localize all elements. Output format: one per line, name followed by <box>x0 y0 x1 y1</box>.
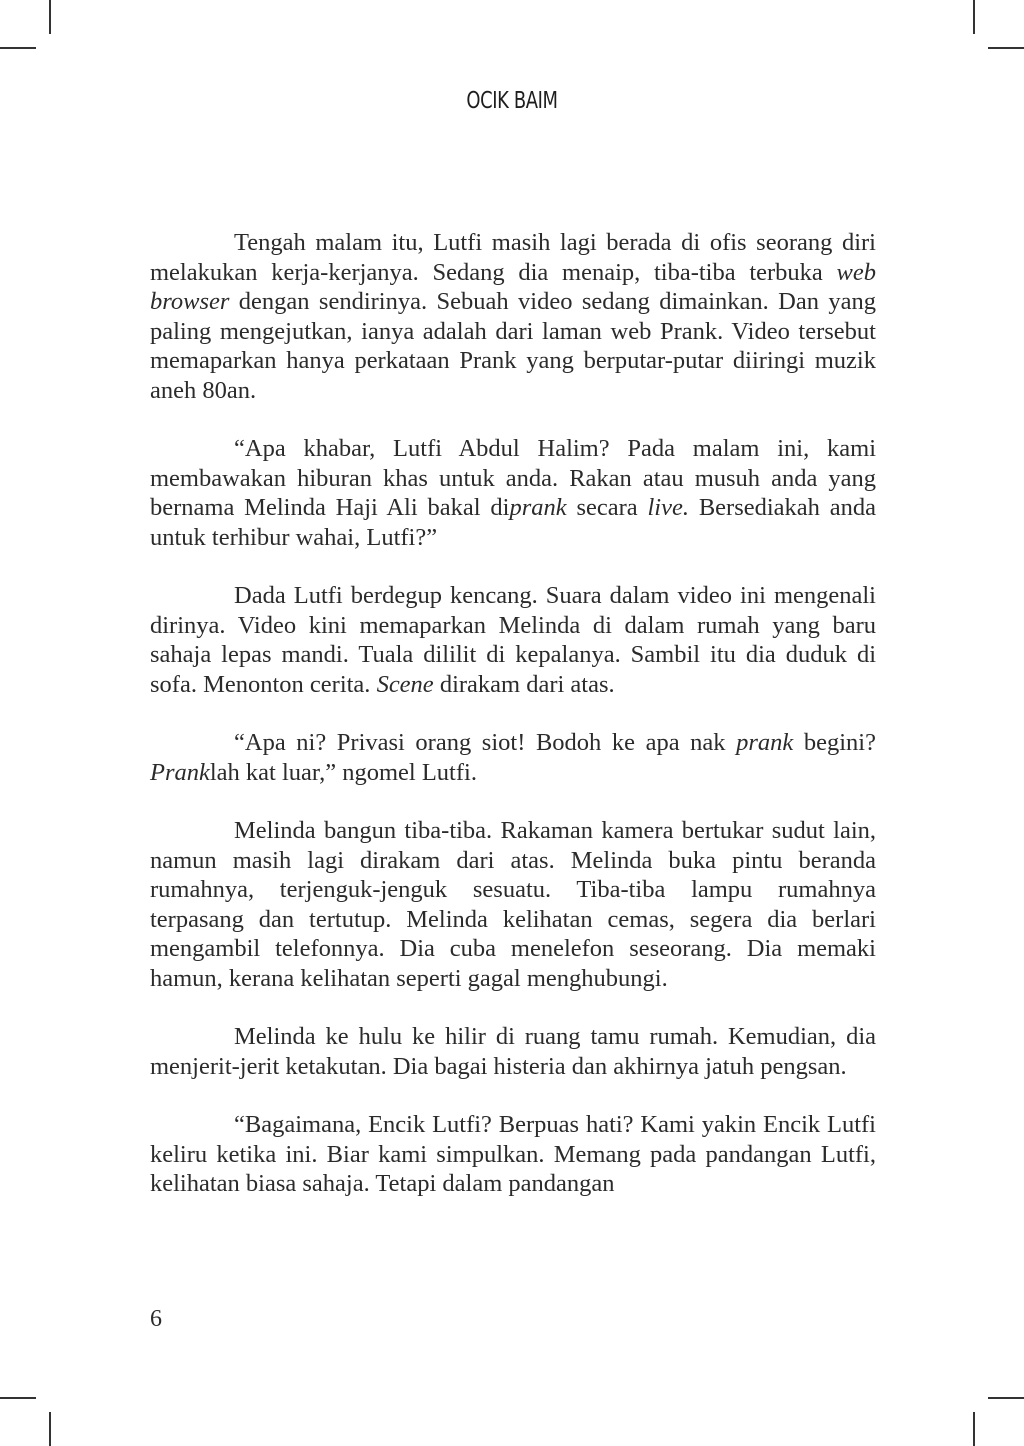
italic-run: live. <box>647 494 689 521</box>
text-run: Tengah malam itu, Lutfi masih lagi berada di ofis seorang diri melakukan kerja-kerjanya. Sedang dia menaip, tiba-tiba terbuka <box>150 229 876 286</box>
crop-mark-bottom-left-horizontal <box>0 1397 36 1399</box>
paragraph-2 <box>150 434 876 552</box>
paragraph-5 <box>150 816 876 993</box>
crop-mark-top-right-vertical <box>973 0 975 34</box>
italic-run: Scene <box>376 670 434 698</box>
italic-run: prank <box>736 729 794 756</box>
running-header: OCIK BAIM <box>466 88 558 114</box>
text-run: Bersediakah anda untuk terhibur wahai, Lutfi?” <box>150 494 876 551</box>
text-run: begini? <box>793 729 876 756</box>
page-number: 6 <box>150 1306 162 1332</box>
text-run: “Bagaimana, Encik Lutfi? Berpuas hati? Kami yakin Encik Lutfi keliru ketika ini. Biar kami simpulkan. Memang pada pandangan Lutfi, kelihatan biasa sahaja. Tetapi dalam pandangan <box>150 1111 876 1197</box>
text-run: dirakam dari atas. <box>433 670 615 698</box>
text-run: lah kat luar,” ngomel Lutfi. <box>209 758 477 786</box>
italic-run: prank <box>509 494 567 521</box>
paragraph-1 <box>150 228 876 405</box>
paragraph-7 <box>150 1110 876 1199</box>
crop-mark-bottom-right-horizontal <box>988 1397 1024 1399</box>
crop-mark-top-left-horizontal <box>0 47 36 49</box>
crop-mark-bottom-left-vertical <box>49 1412 51 1446</box>
paragraph-6 <box>150 1022 876 1081</box>
crop-mark-top-left-vertical <box>49 0 51 34</box>
text-run: Melinda bangun tiba-tiba. Rakaman kamera bertukar sudut lain, namun masih lagi dirakam dari atas. Melinda buka pintu beranda rumahnya, terjenguk-jenguk sesuatu. Tiba-tiba lampu rumahnya terpasang dan tertutup. Melinda kelihatan cemas, segera dia berlari mengambil telefonnya. Dia cuba menelefon seseorang. Dia memaki hamun, kerana kelihatan seperti gagal menghubungi. <box>150 817 876 992</box>
paragraph-3 <box>150 581 876 699</box>
text-run: “Apa khabar, Lutfi Abdul Halim? Pada malam ini, kami membawakan hiburan khas untuk anda. Rakan atau musuh anda yang bernama Melinda Haji Ali bakal di <box>150 435 876 521</box>
body-text <box>150 228 876 1199</box>
italic-run: web browser <box>150 258 876 315</box>
text-run: “Apa ni? Privasi orang siot! Bodoh ke apa nak <box>234 729 737 756</box>
text-run: Dada Lutfi berdegup kencang. Suara dalam video ini mengenali dirinya. Video kini memaparkan Melinda di dalam rumah yang baru sahaja lepas mandi. Tuala dililit di kepalanya. Sambil itu dia duduk di sofa. Menonton cerita. <box>150 582 876 698</box>
text-run: Melinda ke hulu ke hilir di ruang tamu rumah. Kemudian, dia menjerit-jerit ketakutan. Dia bagai histeria dan akhirnya jatuh pengsan. <box>150 1023 876 1080</box>
text-run: dengan sendirinya. Sebuah video sedang dimainkan. Dan yang paling mengejutkan, ianya adalah dari laman web Prank. Video tersebut memaparkan hanya perkataan Prank yang berputar-putar diiringi muzik aneh 80an. <box>150 288 876 404</box>
text-run: secara <box>566 494 648 521</box>
paragraph-4 <box>150 728 876 787</box>
italic-run: Prank <box>150 758 210 786</box>
crop-mark-bottom-right-vertical <box>973 1412 975 1446</box>
crop-mark-top-right-horizontal <box>988 47 1024 49</box>
